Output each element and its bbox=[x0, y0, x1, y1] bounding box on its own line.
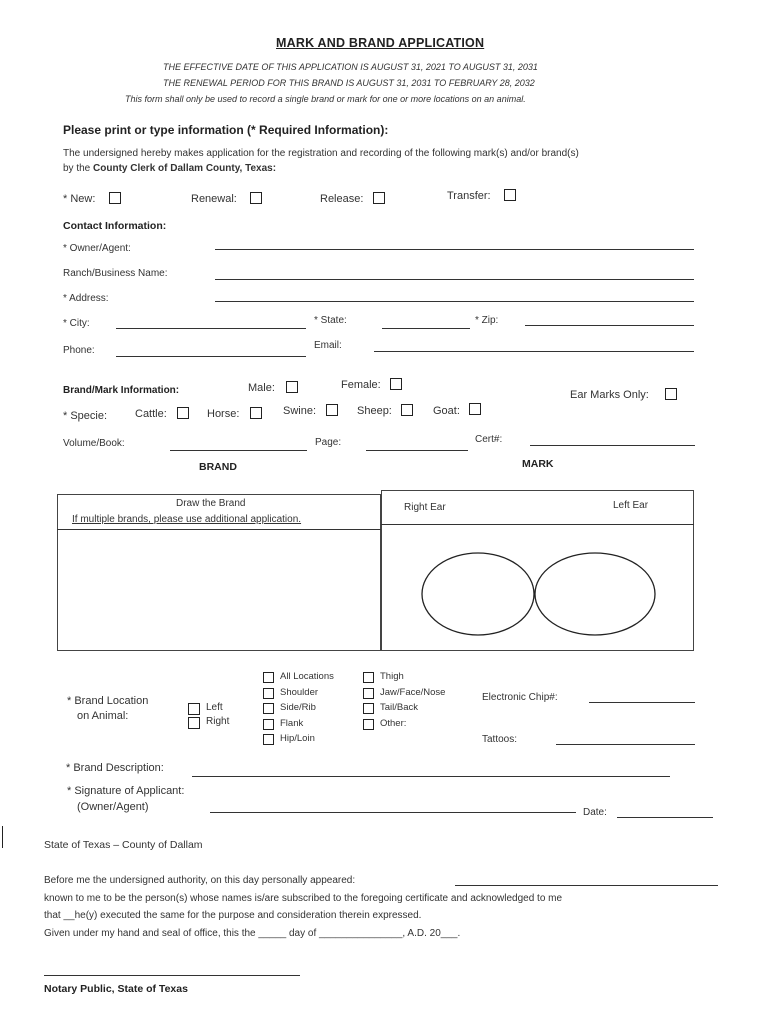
signature-label: * Signature of Applicant: bbox=[67, 785, 185, 797]
swine-label: Swine: bbox=[283, 405, 317, 417]
location-other-label: Other: bbox=[380, 717, 407, 729]
mark-box-divider bbox=[381, 524, 694, 525]
signature-field[interactable] bbox=[210, 812, 576, 813]
left-ear-shape[interactable] bbox=[535, 553, 655, 635]
right-ear-shape[interactable] bbox=[422, 553, 534, 635]
volume-field[interactable] bbox=[170, 450, 307, 451]
state-label: * State: bbox=[314, 315, 347, 326]
male-label: Male: bbox=[248, 382, 275, 394]
instruction-heading: Please print or type information (* Required Information): bbox=[63, 123, 389, 137]
transfer-checkbox[interactable] bbox=[504, 189, 516, 201]
notary-line-1: Before me the undersigned authority, on this day personally appeared: bbox=[44, 875, 356, 886]
intro-line-2-prefix: by the bbox=[63, 163, 94, 174]
brand-location-label: * Brand Location bbox=[67, 695, 149, 707]
cert-field[interactable] bbox=[530, 445, 695, 446]
notary-state-line: State of Texas – County of Dallam bbox=[44, 839, 203, 851]
right-checkbox[interactable] bbox=[188, 717, 200, 729]
notary-line-4: Given under my hand and seal of office, this the _____ day of _______________, A.D. 20___. bbox=[44, 928, 461, 939]
sheep-checkbox[interactable] bbox=[401, 404, 413, 416]
location-flank-label: Flank bbox=[280, 717, 304, 729]
brand-description-field[interactable] bbox=[192, 776, 670, 777]
location-jaw-face-nose-checkbox[interactable] bbox=[363, 688, 374, 699]
email-label: Email: bbox=[314, 340, 342, 351]
state-field[interactable] bbox=[382, 328, 470, 329]
ranch-field[interactable] bbox=[215, 279, 694, 280]
location-shoulder-checkbox[interactable] bbox=[263, 688, 274, 699]
signature-sublabel: (Owner/Agent) bbox=[77, 801, 149, 813]
electronic-chip-field[interactable] bbox=[589, 702, 695, 703]
effective-date-text: THE EFFECTIVE DATE OF THIS APPLICATION IS AUGUST 31, 2021 TO AUGUST 31, 2031 bbox=[163, 62, 538, 72]
mark-heading: MARK bbox=[522, 458, 554, 470]
location-all-locations-checkbox[interactable] bbox=[263, 672, 274, 683]
zip-field[interactable] bbox=[525, 325, 694, 326]
location-shoulder-label: Shoulder bbox=[280, 686, 319, 698]
specie-label: * Specie: bbox=[63, 410, 108, 422]
cattle-checkbox[interactable] bbox=[177, 407, 189, 419]
right-label: Right bbox=[206, 716, 230, 727]
right-ear-label: Right Ear bbox=[404, 502, 446, 513]
brand-heading: BRAND bbox=[199, 461, 237, 473]
date-label: Date: bbox=[583, 807, 607, 818]
horse-label: Horse: bbox=[207, 408, 240, 420]
location-side-rib-checkbox[interactable] bbox=[263, 703, 274, 714]
location-tail-back-label: Tail/Back bbox=[380, 702, 419, 713]
zip-label: * Zip: bbox=[475, 315, 499, 326]
on-animal-label: on Animal: bbox=[77, 710, 129, 722]
location-other-checkbox[interactable] bbox=[363, 719, 374, 730]
goat-checkbox[interactable] bbox=[469, 403, 481, 415]
phone-label: Phone: bbox=[63, 345, 95, 356]
location-side-rib-label: Side/Rib bbox=[280, 702, 316, 713]
page-title: MARK AND BRAND APPLICATION bbox=[276, 36, 485, 50]
left-checkbox[interactable] bbox=[188, 703, 200, 715]
ear-diagram bbox=[420, 548, 660, 640]
location-tail-back-checkbox[interactable] bbox=[363, 703, 374, 714]
cert-label: Cert#: bbox=[475, 434, 503, 445]
location-hip-loin-label: Hip/Loin bbox=[280, 733, 315, 744]
notary-signature-line[interactable] bbox=[44, 975, 300, 976]
contact-heading: Contact Information: bbox=[63, 220, 167, 232]
new-checkbox[interactable] bbox=[109, 192, 121, 204]
release-label: Release: bbox=[320, 193, 364, 205]
draw-brand-title: Draw the Brand bbox=[176, 498, 246, 509]
location-all-locations-label: All Locations bbox=[280, 671, 334, 682]
electronic-chip-label: Electronic Chip#: bbox=[482, 692, 558, 703]
city-label: * City: bbox=[63, 318, 90, 329]
appeared-name-field[interactable] bbox=[455, 885, 718, 886]
owner-field[interactable] bbox=[215, 249, 694, 250]
owner-label: * Owner/Agent: bbox=[63, 243, 131, 254]
male-checkbox[interactable] bbox=[286, 381, 298, 393]
left-ear-label: Left Ear bbox=[613, 500, 649, 511]
page-field[interactable] bbox=[366, 450, 468, 451]
address-field[interactable] bbox=[215, 301, 694, 302]
brand-description-label: * Brand Description: bbox=[66, 762, 164, 774]
location-thigh-checkbox[interactable] bbox=[363, 672, 374, 683]
ear-marks-label: Ear Marks Only: bbox=[570, 389, 649, 401]
brand-info-heading: Brand/Mark Information: bbox=[63, 385, 180, 396]
female-label: Female: bbox=[341, 379, 381, 391]
city-field[interactable] bbox=[116, 328, 306, 329]
sheep-label: Sheep: bbox=[357, 405, 392, 417]
brand-box-divider bbox=[57, 529, 381, 530]
release-checkbox[interactable] bbox=[373, 192, 385, 204]
tattoos-label: Tattoos: bbox=[482, 734, 518, 745]
ranch-label: Ranch/Business Name: bbox=[63, 268, 168, 279]
intro-line-1: The undersigned hereby makes application for the registration and recording of the following mark(s) and/or brand(s) bbox=[63, 148, 579, 159]
new-label: * New: bbox=[63, 193, 96, 205]
location-hip-loin-checkbox[interactable] bbox=[263, 734, 274, 745]
notary-line-2: known to me to be the person(s) whose names is/are subscribed to the foregoing certificate and acknowledged to me bbox=[44, 893, 563, 904]
goat-label: Goat: bbox=[433, 405, 460, 417]
margin-mark bbox=[2, 826, 3, 848]
transfer-label: Transfer: bbox=[447, 190, 491, 202]
cattle-label: Cattle: bbox=[135, 408, 167, 420]
horse-checkbox[interactable] bbox=[250, 407, 262, 419]
female-checkbox[interactable] bbox=[390, 378, 402, 390]
renewal-period-text: THE RENEWAL PERIOD FOR THIS BRAND IS AUGUST 31, 2031 TO FEBRUARY 28, 2032 bbox=[163, 78, 535, 88]
swine-checkbox[interactable] bbox=[326, 404, 338, 416]
intro-line-2 bbox=[63, 163, 276, 174]
phone-field[interactable] bbox=[116, 356, 306, 357]
notary-footer: Notary Public, State of Texas bbox=[44, 983, 188, 995]
tattoos-field[interactable] bbox=[556, 744, 695, 745]
draw-brand-note: If multiple brands, please use additional application. bbox=[72, 514, 302, 525]
location-thigh-label: Thigh bbox=[380, 671, 404, 682]
address-label: * Address: bbox=[63, 293, 109, 304]
date-field[interactable] bbox=[617, 817, 713, 818]
left-label: Left bbox=[206, 702, 223, 713]
email-field[interactable] bbox=[374, 351, 694, 352]
ear-marks-checkbox[interactable] bbox=[665, 388, 677, 400]
renewal-label: Renewal: bbox=[191, 193, 237, 205]
location-flank-checkbox[interactable] bbox=[263, 719, 274, 730]
notary-line-3: that __he(y) executed the same for the purpose and consideration therein expressed. bbox=[44, 910, 422, 921]
location-jaw-face-nose-label: Jaw/Face/Nose bbox=[380, 686, 446, 698]
county-clerk-text: County Clerk of Dallam County, Texas: bbox=[93, 163, 277, 174]
volume-label: Volume/Book: bbox=[63, 438, 125, 449]
renewal-checkbox[interactable] bbox=[250, 192, 262, 204]
form-usage-text: This form shall only be used to record a single brand or mark for one or more locations on an animal. bbox=[125, 94, 526, 104]
page-label: Page: bbox=[315, 437, 342, 448]
